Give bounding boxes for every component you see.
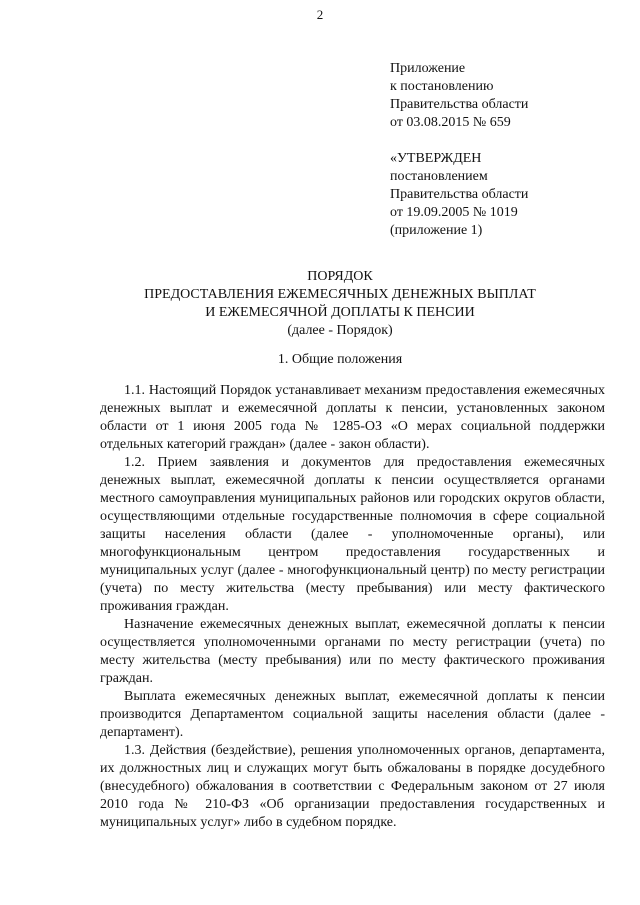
paragraph: Назначение ежемесячных денежных выплат, ежемесячной доплаты к пенсии осуществляется уполномоченными органами по месту регистрации (учета) по месту жительства (месту пребывания) или по месту фактического проживания граждан.: [100, 617, 605, 686]
document-title: [80, 268, 600, 340]
section-heading: 1. Общие положения: [277, 352, 403, 367]
approval-line: (приложение 1): [390, 223, 483, 238]
appendix-line: к постановлению: [390, 79, 494, 94]
approval-line: Правительства области: [390, 187, 529, 202]
paragraph: 1.2. Прием заявления и документов для предоставления ежемесячных денежных выплат, ежемесячной доплаты к пенсии осуществляется органами местного самоуправления муниципальных районов или городских округов области, осуществляющими отдельные государственные полномочия в сфере социальной защиты населения области (далее - уполномоченные органы), или многофункциональным центром предоставления государственных и муниципальных услуг (далее - многофункциональный центр) по месту регистрации (учета) по месту жительства (месту пребывания) или месту фактического проживания граждан.: [100, 455, 605, 614]
approval-line: «УТВЕРЖДЕН: [390, 151, 482, 166]
paragraph: 1.3. Действия (бездействие), решения уполномоченных органов, департамента, их должностных лиц и служащих могут быть обжалованы в порядке досудебного (внесудебного) обжалования в соответствии с Федеральным законом от 27 июля 2010 года № 210-ФЗ «Об организации предоставления государственных и муниципальных услуг» либо в судебном порядке.: [100, 743, 605, 830]
approval-line: постановлением: [390, 169, 488, 184]
page-number: 2: [316, 7, 324, 22]
appendix-line: от 03.08.2015 № 659: [390, 115, 511, 130]
paragraph: Выплата ежемесячных денежных выплат, ежемесячной доплаты к пенсии производится Департаментом социальной защиты населения области (далее - департамент).: [100, 689, 605, 740]
title-line: И ЕЖЕМЕСЯЧНОЙ ДОПЛАТЫ К ПЕНСИИ: [205, 305, 475, 320]
approval-line: от 19.09.2005 № 1019: [390, 205, 518, 220]
appendix-line: Правительства области: [390, 97, 529, 112]
appendix-reference-block: [390, 60, 626, 132]
appendix-line: Приложение: [390, 61, 466, 76]
approval-stamp-block: [390, 150, 626, 240]
title-line: (далее - Порядок): [287, 323, 393, 338]
paragraph: 1.1. Настоящий Порядок устанавливает механизм предоставления ежемесячных денежных выплат и ежемесячной доплаты к пенсии, установленных законом области от 1 июня 2005 года № 1285-ОЗ «О мерах социальной поддержки отдельных категорий граждан» (далее - закон области).: [100, 383, 605, 452]
document-body: [100, 382, 605, 832]
title-line: ПРЕДОСТАВЛЕНИЯ ЕЖЕМЕСЯЧНЫХ ДЕНЕЖНЫХ ВЫПЛАТ: [144, 287, 536, 302]
title-line: ПОРЯДОК: [307, 269, 373, 284]
